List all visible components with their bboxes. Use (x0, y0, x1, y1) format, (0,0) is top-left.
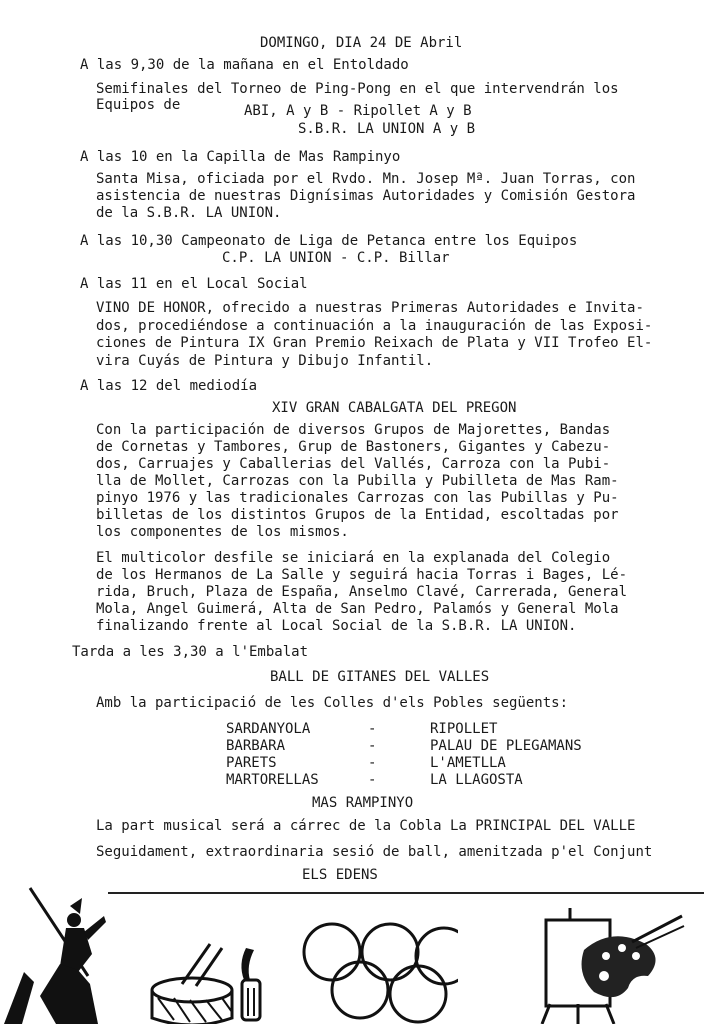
pair-1-left: SARDANYOLA (226, 721, 311, 737)
pair-3-left: PARETS (226, 755, 277, 771)
date-heading: DOMINGO, DIA 24 DE Abril (260, 35, 463, 51)
event-4-time: A las 11 en el Local Social (80, 276, 308, 292)
event-5-line-4: lla de Mollet, Carrozas con la Pubilla y Pubilleta de Mas Ram- (96, 473, 619, 489)
event-1-teams-2: S.B.R. LA UNION A y B (298, 121, 476, 137)
event-1-time: A las 9,30 de la mañana en el Entoldado (80, 57, 409, 73)
event-5-line-7: los componentes de los mismos. (96, 524, 349, 540)
pair-1-dash: - (368, 721, 377, 737)
trumpet-drawing (232, 944, 282, 1024)
event-5-route-4: Mola, Angel Guimerá, Alta de San Pedro, Palamós y General Mola (96, 601, 619, 617)
pair-3-dash: - (368, 755, 377, 771)
dance-line: Seguidament, extraordinaria sesió de ball, amenitzada p'el Conjunt (96, 844, 653, 860)
event-6-time: Tarda a les 3,30 a l'Embalat (72, 644, 309, 660)
event-2-line-3: de la S.B.R. LA UNION. (96, 205, 282, 221)
band-name: ELS EDENS (302, 867, 378, 883)
event-5-line-6: billetas de los distintos Grupos de la Entidad, escoltadas por (96, 507, 619, 523)
olympic-rings-drawing (298, 916, 458, 1024)
easel-palette-drawing (536, 904, 686, 1024)
event-1-line-2: Equipos de (96, 97, 181, 113)
pair-3-right: L'AMETLLA (430, 755, 506, 771)
pair-2-dash: - (368, 738, 377, 754)
pair-4-left: MARTORELLAS (226, 772, 319, 788)
event-1-teams-1: ABI, A y B - Ripollet A y B (244, 103, 472, 119)
event-5-line-2: de Cornetas y Tambores, Grup de Bastoners, Gigantes y Cabezu- (96, 439, 611, 455)
event-4-line-2: dos, procediéndose a continuación a la inauguración de las Exposi- (96, 318, 653, 334)
host-name: MAS RAMPINYO (312, 795, 414, 811)
event-4-line-1: VINO DE HONOR, ofrecido a nuestras Primeras Autoridades e Invita- (96, 300, 644, 316)
event-2-line-1: Santa Misa, oficiada por el Rvdo. Mn. Josep Mª. Juan Torras, con (96, 171, 636, 187)
pair-2-left: BARBARA (226, 738, 286, 754)
event-5-route-5: finalizando frente al Local Social de la S.B.R. LA UNION. (96, 618, 577, 634)
event-3-teams: C.P. LA UNION - C.P. Billar (222, 250, 450, 266)
event-5-line-5: pinyo 1976 y las tradicionales Carrozas con las Pubillas y Pu- (96, 490, 619, 506)
event-5-time: A las 12 del mediodía (80, 378, 258, 394)
pair-2-right: PALAU DE PLEGAMANS (430, 738, 582, 754)
event-2-line-2: asistencia de nuestras Dignísimas Autoridades y Comisión Gestora (96, 188, 636, 204)
event-2-time: A las 10 en la Capilla de Mas Rampinyo (80, 149, 401, 165)
event-5-line-3: dos, Carruajes y Caballerias del Vallés, Carroza con la Pubi- (96, 456, 611, 472)
music-line: La part musical será a cárrec de la Cobla La PRINCIPAL DEL VALLE (96, 818, 636, 834)
majorette-drawing (0, 876, 110, 1024)
event-4-line-3: ciones de Pintura IX Gran Premio Reixach de Plata y VII Trofeo El- (96, 335, 653, 351)
event-5-route-3: rida, Bruch, Plaza de España, Anselmo Clavé, Carrerada, General (96, 584, 628, 600)
event-6-title: BALL DE GITANES DEL VALLES (270, 669, 490, 685)
pair-1-right: RIPOLLET (430, 721, 498, 737)
event-5-line-1: Con la participación de diversos Grupos de Majorettes, Bandas (96, 422, 611, 438)
event-5-route-1: El multicolor desfile se iniciará en la explanada del Colegio (96, 550, 611, 566)
event-5-title: XIV GRAN CABALGATA DEL PREGON (272, 400, 517, 416)
event-4-line-4: vira Cuyás de Pintura y Dibujo Infantil. (96, 353, 434, 369)
pair-4-dash: - (368, 772, 377, 788)
event-1-line-1: Semifinales del Torneo de Ping-Pong en el que intervendrán los (96, 81, 619, 97)
pair-4-right: LA LLAGOSTA (430, 772, 523, 788)
event-3-time: A las 10,30 Campeonato de Liga de Petanca entre los Equipos (80, 233, 578, 249)
event-5-route-2: de los Hermanos de La Salle y seguirá hacia Torras i Bages, Lé- (96, 567, 628, 583)
bottom-divider (108, 892, 704, 894)
event-6-intro: Amb la participació de les Colles d'els Pobles següents: (96, 695, 569, 711)
